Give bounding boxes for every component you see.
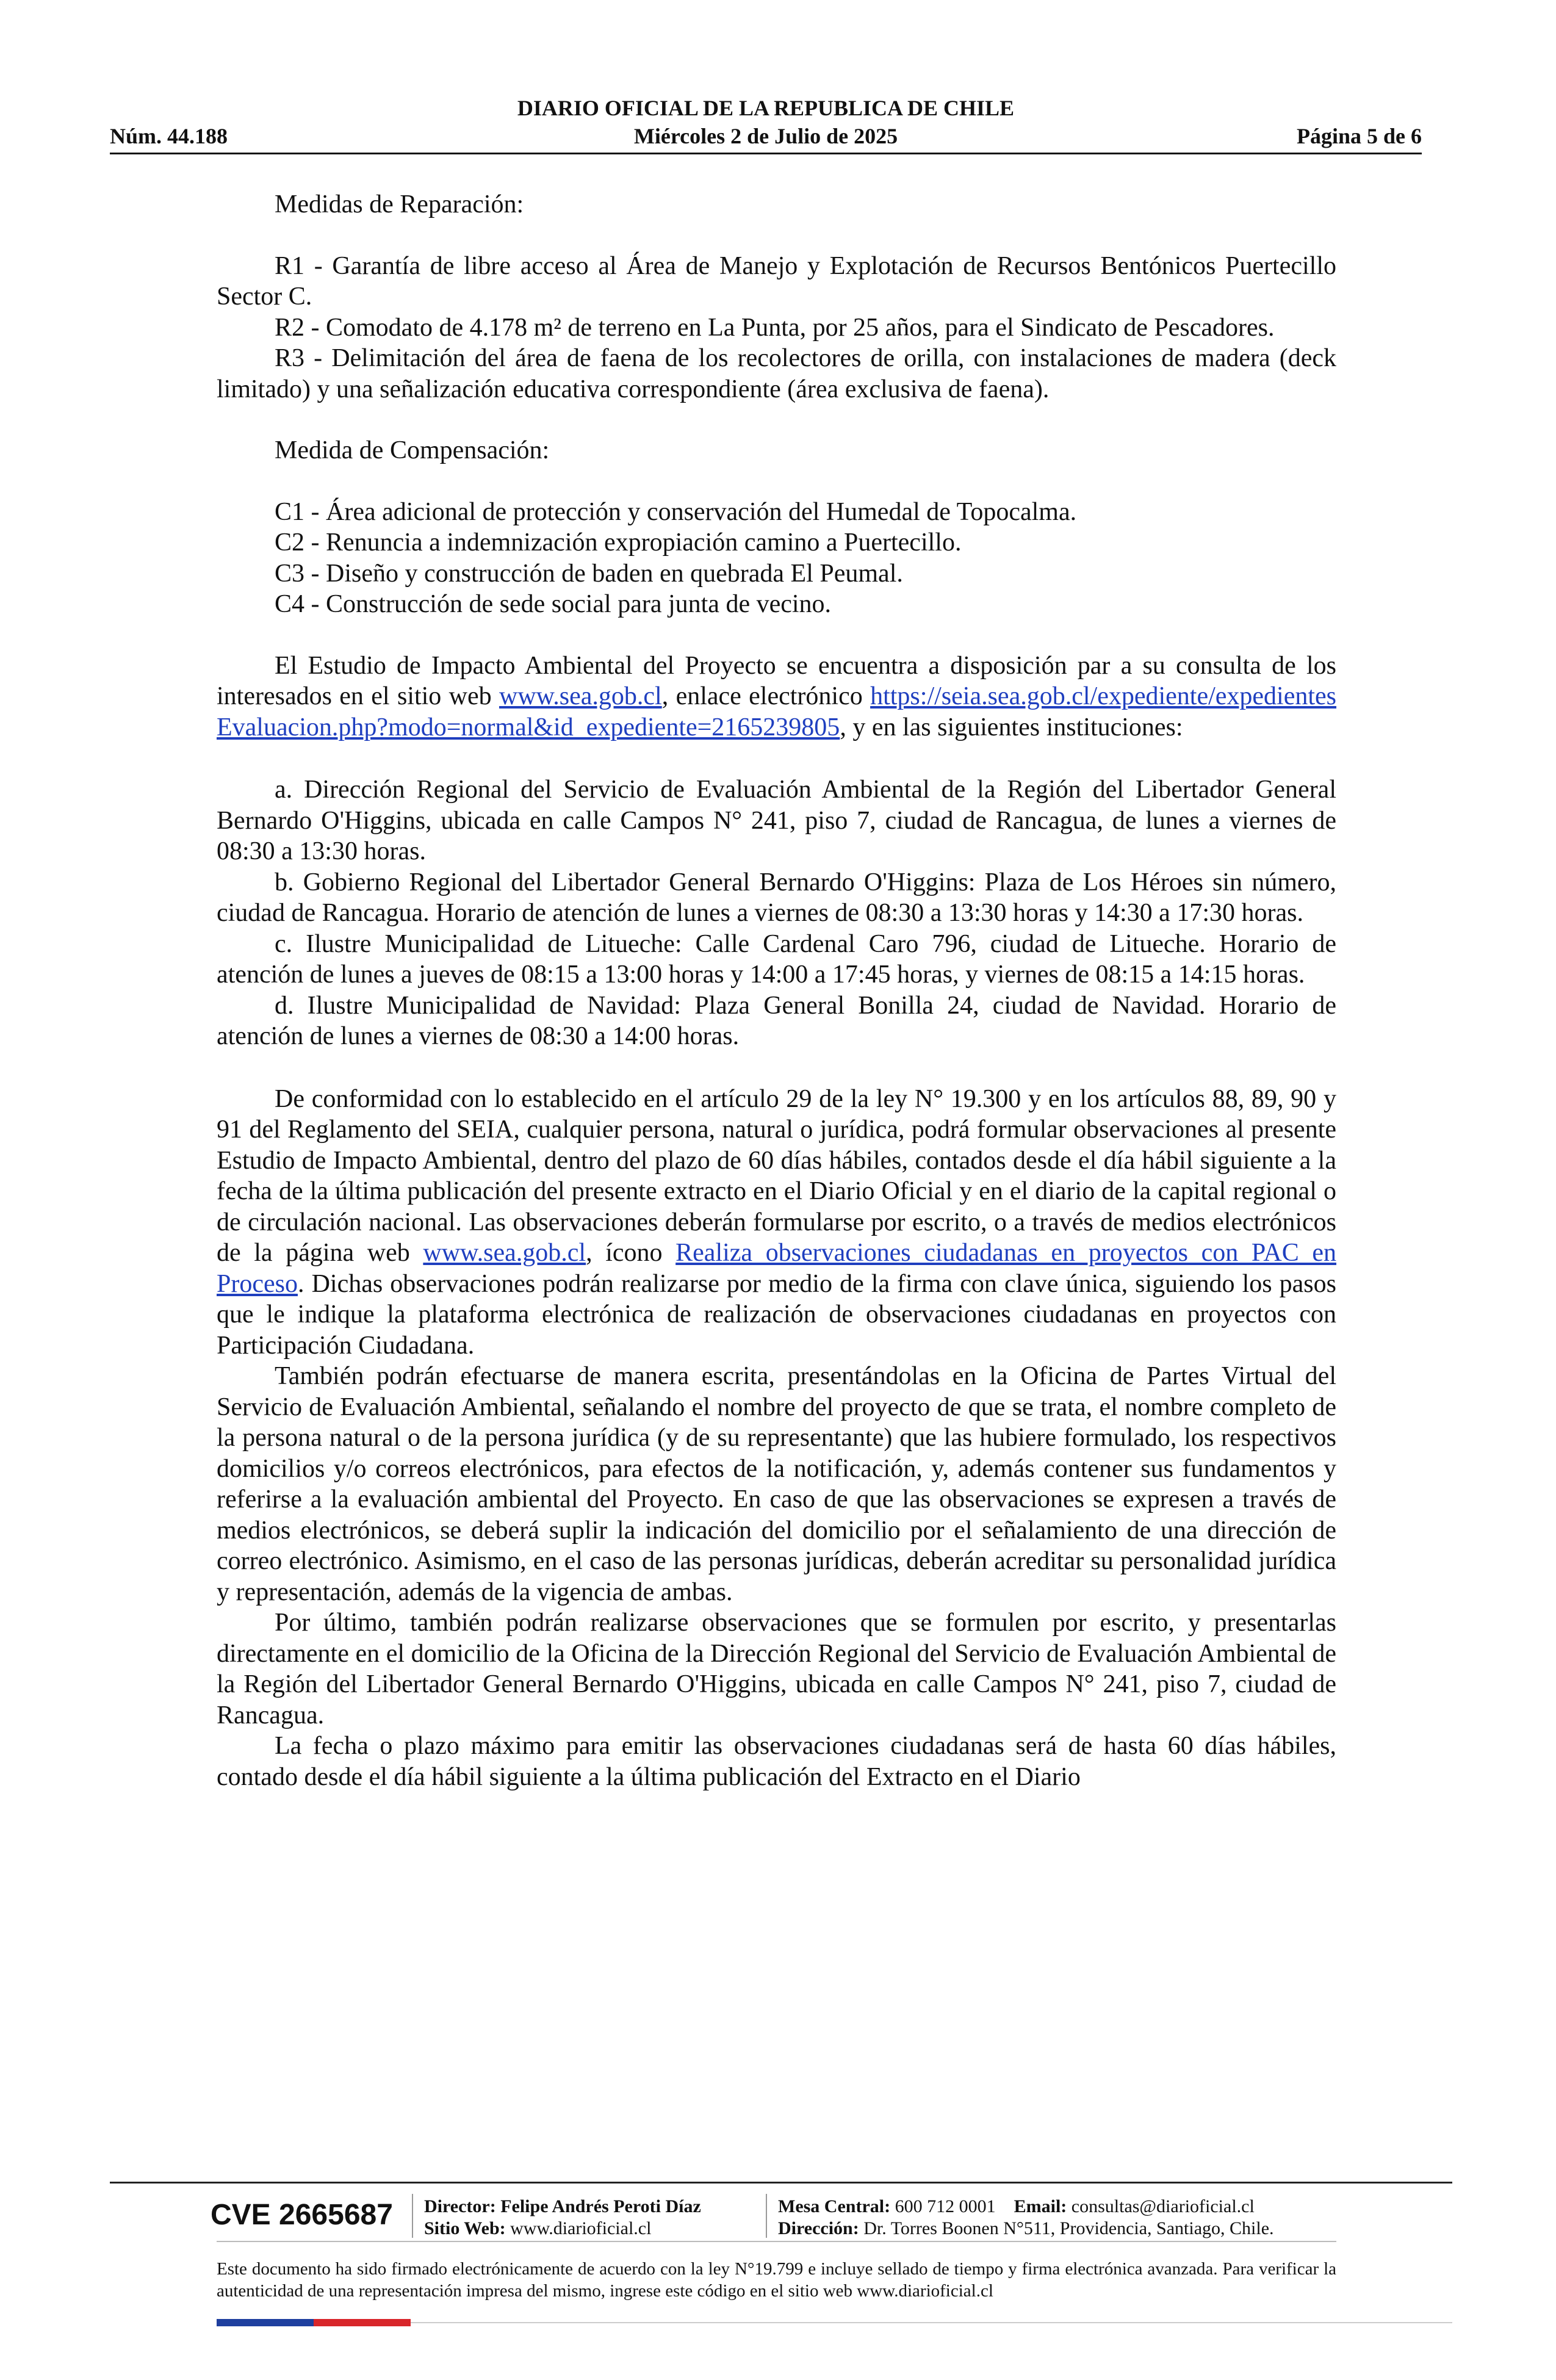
spacer bbox=[217, 1052, 1336, 1084]
spacer bbox=[217, 743, 1336, 774]
page-header bbox=[110, 92, 1422, 156]
footer-divider bbox=[217, 2241, 1336, 2242]
signature-note: Este documento ha sido firmado electrónicamente de acuerdo con la ley N°19.799 e incluye sellado de tiempo y firma electrónica avanzada. Para verificar la autenticidad de una representación impresa del mismo, ingrese este código en el sitio web www.diarioficial.cl bbox=[217, 2259, 1336, 2301]
page-indicator: Página 5 de 6 bbox=[1296, 124, 1422, 148]
document-body bbox=[217, 189, 1336, 1792]
issue-number: Núm. 44.188 bbox=[110, 124, 228, 148]
conformidad-paragraph bbox=[217, 1084, 1336, 1361]
sitio-url: www.diarioficial.cl bbox=[510, 2218, 652, 2238]
spacer bbox=[217, 466, 1336, 497]
estudio-text: , y en las siguientes instituciones: bbox=[840, 713, 1183, 741]
institucion-item: a. Dirección Regional del Servicio de Evaluación Ambiental de la Región del Libertador General Bernardo O'Higgins, ubicada en calle Campos N° 241, piso 7, ciudad de Rancagua, de lunes a viernes de 08:30 a 13:30 horas. bbox=[217, 776, 1336, 865]
footer-divider bbox=[411, 2322, 1452, 2323]
compensacion-item: C1 - Área adicional de protección y conservación del Humedal de Topocalma. bbox=[275, 497, 1077, 526]
mesa-phone: 600 712 0001 bbox=[895, 2196, 996, 2216]
conformidad-text: , ícono bbox=[586, 1239, 676, 1267]
flag-stripe-blue bbox=[217, 2319, 314, 2326]
expediente-link[interactable]: https://seia.sea.gob.cl/expediente/expedientesEvaluacion.php?modo=normal&id_expediente=2165239805 bbox=[217, 682, 1337, 741]
sea-website-link[interactable]: www.sea.gob.cl bbox=[499, 682, 662, 710]
chile-flag-bar bbox=[217, 2319, 411, 2326]
mesa-line bbox=[778, 2196, 1255, 2218]
flag-stripe-red bbox=[314, 2319, 411, 2326]
compensacion-heading: Medida de Compensación: bbox=[275, 436, 550, 464]
director-name: Felipe Andrés Peroti Díaz bbox=[500, 2196, 701, 2216]
sitio-label: Sitio Web: bbox=[424, 2218, 506, 2238]
compensacion-item: C3 - Diseño y construcción de baden en quebrada El Peumal. bbox=[275, 559, 903, 588]
spacer bbox=[217, 220, 1336, 251]
issue-date: Miércoles 2 de Julio de 2025 bbox=[633, 124, 898, 148]
pac-observaciones-link[interactable]: Realiza observaciones ciudadanas en proyectos con PAC en Proceso bbox=[217, 1239, 1336, 1298]
compensacion-item: C2 - Renuncia a indemnización expropiación camino a Puertecillo. bbox=[275, 528, 962, 557]
footer-separator bbox=[766, 2194, 767, 2238]
reparacion-item: R3 - Delimitación del área de faena de los recolectores de orilla, con instalaciones de madera (deck limitado) y una señalización educativa correspondiente (área exclusiva de faena). bbox=[217, 344, 1336, 403]
institucion-item: b. Gobierno Regional del Libertador General Bernardo O'Higgins: Plaza de Los Héroes sin número, ciudad de Rancagua. Horario de atención de lunes a viernes de 08:30 a 13:30 horas y 14:30 a 17:30 horas. bbox=[217, 868, 1336, 927]
spacer bbox=[217, 620, 1336, 651]
sitio-line bbox=[424, 2218, 651, 2240]
estudio-text: , enlace electrónico bbox=[661, 682, 871, 710]
sea-website-link[interactable]: www.sea.gob.cl bbox=[423, 1239, 586, 1267]
conformidad-text: De conformidad con lo establecido en el artículo 29 de la ley N° 19.300 y en los artículos 88, 89, 90 y 91 del Reglamento del SEIA, cualquier persona, natural o jurídica, podrá formular observaciones al presente Estudio de Impacto Ambiental, dentro del plazo de 60 días hábiles, contados desde el día hábil siguiente a la fecha de la última publicación del presente extracto en el Diario Oficial y en el diario de la capital regional o de circulación nacional. Las observaciones deberán formularse por escrito, o a través de medios electrónicos de la página web bbox=[217, 1084, 1336, 1267]
escrita-paragraph: También podrán efectuarse de manera escrita, presentándolas en la Oficina de Partes Virtual del Servicio de Evaluación Ambiental, señalando el nombre del proyecto de que se trata, el nombre completo de la persona natural o de la persona jurídica (y de su representante) que las hubiere formulado, los respectivos domicilios y/o correos electrónicos, para efectos de la notificación, y, además contener sus fundamentos y referirse a la evaluación ambiental del Proyecto. En caso de que las observaciones se expresen a través de medios electrónicos, se deberá suplir la indicación del domicilio por el señalamiento de una dirección de correo electrónico. Asimismo, en el caso de las personas jurídicas, deberán acreditar su personalidad jurídica y representación, además de la vigencia de ambas. bbox=[217, 1362, 1336, 1606]
header-divider bbox=[110, 153, 1422, 154]
compensacion-item: C4 - Construcción de sede social para junta de vecino. bbox=[275, 590, 832, 618]
publication-title: DIARIO OFICIAL DE LA REPUBLICA DE CHILE bbox=[517, 96, 1015, 120]
institucion-item: d. Ilustre Municipalidad de Navidad: Plaza General Bonilla 24, ciudad de Navidad. Horario de atención de lunes a viernes de 08:30 a 14:00 horas. bbox=[217, 991, 1336, 1050]
email-label: Email: bbox=[1014, 2196, 1067, 2216]
director-line bbox=[424, 2196, 701, 2218]
mesa-label: Mesa Central: bbox=[778, 2196, 891, 2216]
ultimo-paragraph: Por último, también podrán realizarse observaciones que se formulen por escrito, y presentarlas directamente en el domicilio de la Oficina de la Dirección Regional del Servicio de Evaluación Ambiental de la Región del Libertador General Bernardo O'Higgins, ubicada en calle Campos N° 241, piso 7, ciudad de Rancagua. bbox=[217, 1609, 1336, 1729]
reparacion-heading: Medidas de Reparación: bbox=[275, 190, 524, 218]
footer-divider bbox=[110, 2182, 1452, 2183]
estudio-text: El Estudio de Impacto Ambiental del Proyecto se encuentra a disposición par a su consulta de los interesados en el sitio web bbox=[217, 651, 1336, 710]
spacer bbox=[217, 405, 1336, 435]
fecha-paragraph: La fecha o plazo máximo para emitir las observaciones ciudadanas será de hasta 60 días hábiles, contado desde el día hábil siguiente a la última publicación del Extracto en el Diario bbox=[217, 1732, 1336, 1791]
reparacion-item: R1 - Garantía de libre acceso al Área de Manejo y Explotación de Recursos Bentónicos Puertecillo Sector C. bbox=[217, 251, 1336, 311]
header-meta-row bbox=[110, 123, 1422, 150]
direccion-line bbox=[778, 2218, 1274, 2240]
cve-code: CVE 2665687 bbox=[211, 2199, 393, 2231]
footer-separator bbox=[412, 2194, 413, 2238]
institucion-item: c. Ilustre Municipalidad de Litueche: Calle Cardenal Caro 796, ciudad de Litueche. Horario de atención de lunes a jueves de 08:15 a 13:00 horas y 14:00 a 17:45 horas, y viernes de 08:15 a 14:15 horas. bbox=[217, 929, 1336, 989]
direccion-label: Dirección: bbox=[778, 2218, 859, 2238]
director-label: Director: bbox=[424, 2196, 496, 2216]
email-address: consultas@diarioficial.cl bbox=[1071, 2196, 1255, 2216]
direccion-address: Dr. Torres Boonen N°511, Providencia, Santiago, Chile. bbox=[863, 2218, 1274, 2238]
reparacion-item: R2 - Comodato de 4.178 m² de terreno en La Punta, por 25 años, para el Sindicato de Pescadores. bbox=[275, 313, 1275, 342]
estudio-paragraph bbox=[217, 651, 1336, 743]
conformidad-text: . Dichas observaciones podrán realizarse por medio de la firma con clave única, siguiendo los pasos que le indique la plataforma electrónica de realización de observaciones ciudadanas en proyectos con Participación Ciudadana. bbox=[217, 1269, 1336, 1360]
